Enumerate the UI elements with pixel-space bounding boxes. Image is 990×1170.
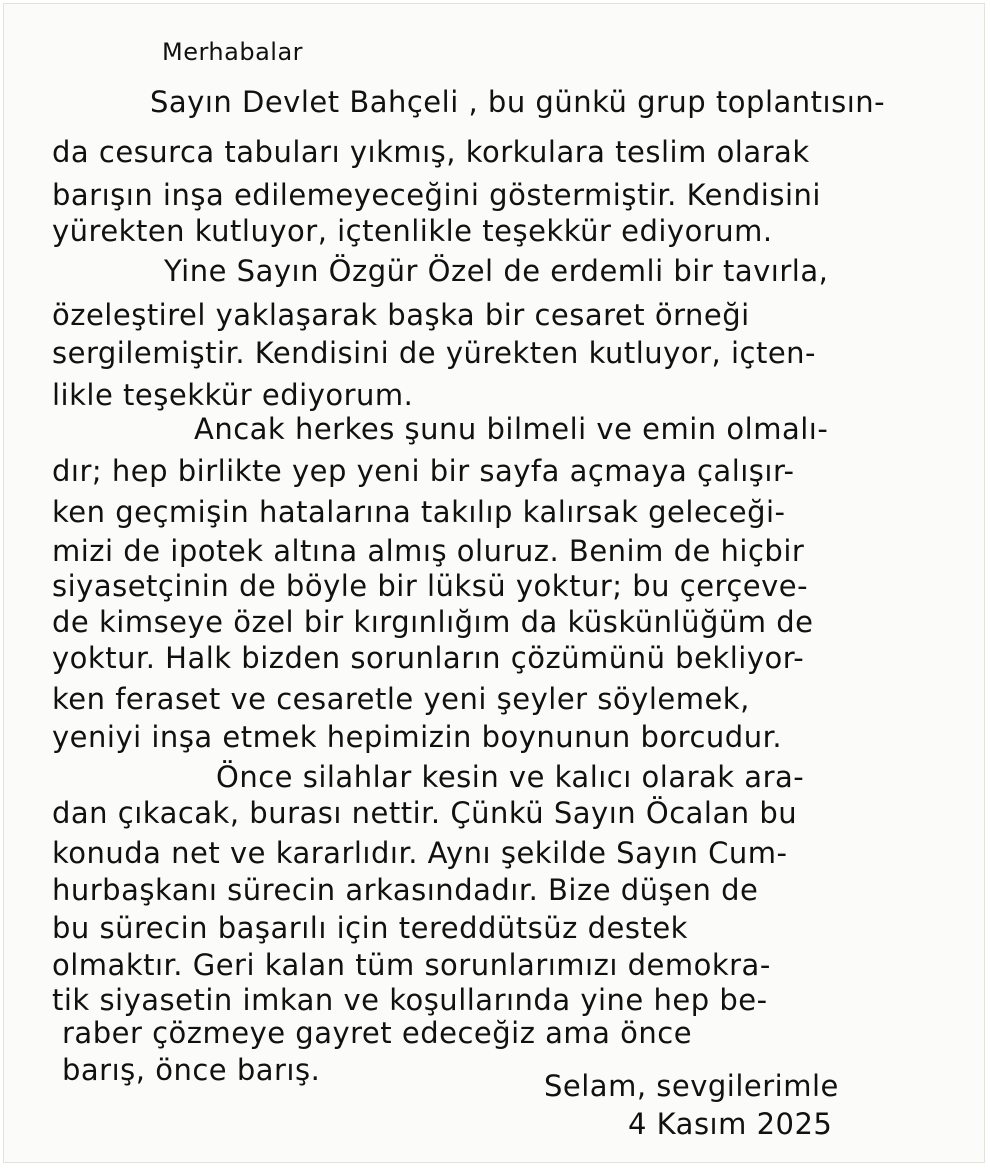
letter-line: yeniyi inşa etmek hepimizin boynunun borcudur. xyxy=(52,720,783,754)
letter-line: konuda net ve kararlıdır. Aynı şekilde Sayın Cum- xyxy=(52,836,788,870)
letter-line: mizi de ipotek altına almış oluruz. Benim de hiçbir xyxy=(52,534,805,568)
letter-line: da cesurca tabuları yıkmış, korkulara teslim olarak xyxy=(52,135,810,169)
letter-salutation: Merhabalar xyxy=(162,38,304,66)
letter-line: barışın inşa edilemeyeceğini göstermiştir. Kendisini xyxy=(52,178,821,212)
letter-line: likle teşekkür ediyorum. xyxy=(52,378,414,412)
letter-line: de kimseye özel bir kırgınlığım da küskünlüğüm de xyxy=(52,605,814,639)
letter-line: tik siyasetin imkan ve koşullarında yine hep be- xyxy=(52,983,768,1017)
letter-line: hurbaşkanı sürecin arkasındadır. Bize düşen de xyxy=(52,873,759,907)
letter-line: dır; hep birlikte yep yeni bir sayfa açmaya çalışır- xyxy=(52,454,795,488)
letter-date: 4 Kasım 2025 xyxy=(628,1107,833,1141)
letter-line: yürekten kutluyor, içtenlikle teşekkür ediyorum. xyxy=(52,214,773,248)
letter-line: sergilemiştir. Kendisini de yürekten kutluyor, içten- xyxy=(52,336,817,370)
letter-line: dan çıkacak, burası nettir. Çünkü Sayın Öcalan bu xyxy=(52,796,798,830)
letter-line: ken feraset ve cesaretle yeni şeyler söylemek, xyxy=(52,682,750,716)
letter-line: ken geçmişin hatalarına takılıp kalırsak geleceği- xyxy=(52,495,786,529)
letter-line: raber çözmeye gayret edeceğiz ama önce xyxy=(62,1016,693,1050)
letter-line: barış, önce barış. xyxy=(62,1053,321,1087)
letter-closing: Selam, sevgilerimle xyxy=(544,1069,839,1103)
letter-line: Sayın Devlet Bahçeli , bu günkü grup toplantısın- xyxy=(150,85,886,119)
letter-line: yoktur. Halk bizden sorunların çözümünü bekliyor- xyxy=(52,641,805,675)
letter-line: Ancak herkes şunu bilmeli ve emin olmalı- xyxy=(194,412,829,446)
letter-line: Önce silahlar kesin ve kalıcı olarak ara- xyxy=(216,760,805,794)
letter-line: olmaktır. Geri kalan tüm sorunlarımızı demokra- xyxy=(52,948,771,982)
letter-line: siyasetçinin de böyle bir lüksü yoktur; bu çerçeve- xyxy=(52,569,809,603)
letter-page xyxy=(4,4,984,1162)
letter-line: özeleştirel yaklaşarak başka bir cesaret örneği xyxy=(52,298,750,332)
letter-line: Yine Sayın Özgür Özel de erdemli bir tavırla, xyxy=(164,254,829,288)
letter-line: bu sürecin başarılı için tereddütsüz destek xyxy=(52,911,688,945)
